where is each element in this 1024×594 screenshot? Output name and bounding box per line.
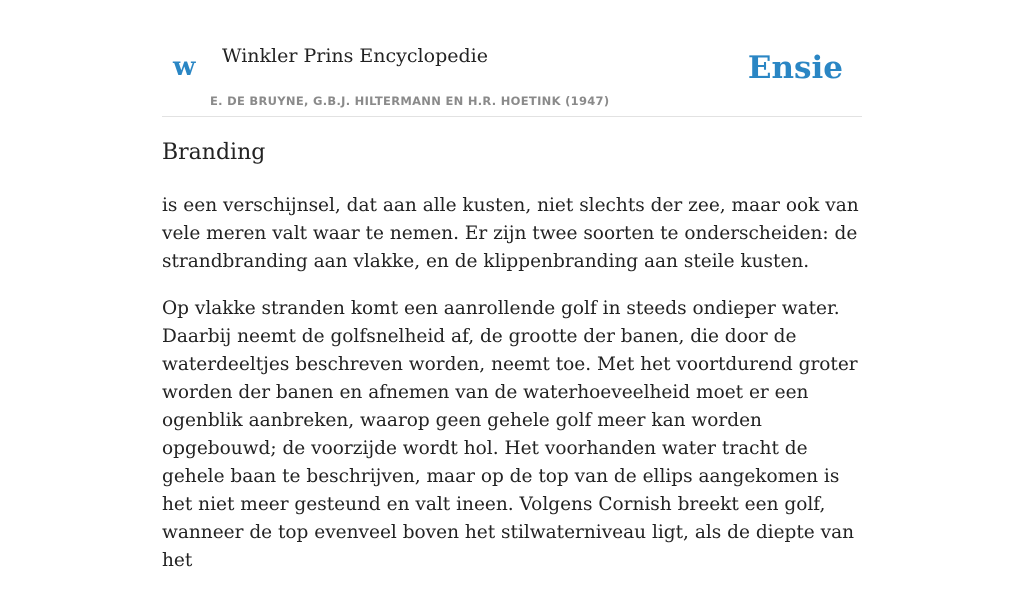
- article-paragraph: Op vlakke stranden komt een aanrollende golf in steeds ondieper water. Daarbij neemt de golfsnelheid af, de grootte der banen, die door de waterdeeltjes beschreven worden, neemt toe. Met het voortdurend groter worden der banen en afnemen van de waterhoeveelheid moet er een ogenblik aanbreken, waarop geen gehele golf meer kan worden opgebouwd; de voorzijde wordt hol. Het voorhanden water tracht de gehele baan te beschrijven, maar op de top van de ellips aangekomen is het niet meer gesteund en valt ineen. Volgens Cornish breekt een golf, wanneer de top evenveel boven het stilwaterniveau ligt, als de diepte van het: [162, 298, 858, 571]
- article-title: Branding: [162, 140, 266, 165]
- page: [162, 0, 862, 571]
- article-body: [162, 192, 862, 594]
- source-authors: E. DE BRUYNE, G.B.J. HILTERMANN EN H.R. HOETINK (1947): [210, 94, 610, 108]
- source-title-link[interactable]: Winkler Prins Encyclopedie: [222, 45, 488, 67]
- article-paragraph: is een verschijnsel, dat aan alle kusten, niet slechts der zee, maar ook van vele meren valt waar te nemen. Er zijn twee soorten te onderscheiden: de strandbranding aan vlakke, en de klippenbranding aan steile kusten.: [162, 195, 859, 272]
- brand-logo-link[interactable]: Ensie: [747, 50, 843, 86]
- source-logo-icon[interactable]: w: [173, 52, 196, 82]
- source-header: [162, 0, 862, 117]
